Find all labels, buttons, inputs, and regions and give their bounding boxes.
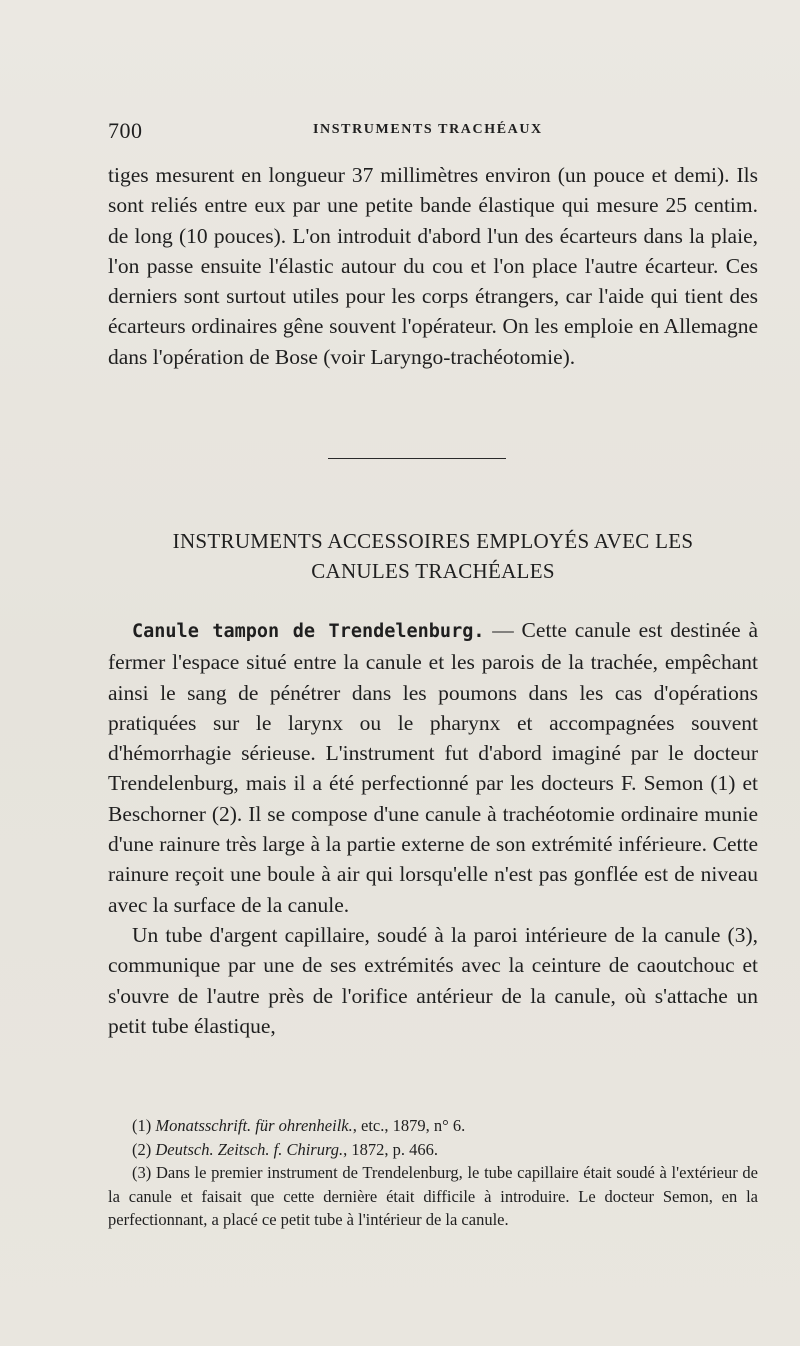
footnote-text: , 1872, p. 466. <box>343 1139 439 1159</box>
footnote-marker: (3) <box>132 1163 152 1182</box>
footnote-2 <box>108 1138 758 1162</box>
footnote-title: Monatsschrift. für ohrenheilk. <box>155 1116 353 1135</box>
running-title: INSTRUMENTS TRACHÉAUX <box>313 122 543 137</box>
footnote-1 <box>108 1114 758 1138</box>
section-paragraph-1-text: — Cette canule est destinée à fermer l'espace situé entre la canule et les parois de la trachée, empêchant ainsi le sang de pénétrer dans les poumons dans les cas d'opérations pratiquées sur le larynx ou le pharynx et accompagnées souvent d'hémorrhagie sérieuse. L'instrument fut d'abord imaginé par le docteur Trendelenburg, mais il a été perfectionné par les docteurs F. Semon (1) et Beschorner (2). Il se compose d'une canule à trachéotomie ordinaire munie d'une rainure très large à la partie externe de son extrémité inférieure. Cette rainure reçoit une boule à air qui lorsqu'elle n'est pas gonflée est de niveau avec la surface de la canule. <box>108 618 759 917</box>
footnote-marker: (1) <box>132 1116 152 1135</box>
section-paragraph-2: Un tube d'argent capillaire, soudé à la paroi intérieure de la canule (3), communique par une de ses extrémités avec la ceinture de caoutchouc et s'ouvre de l'autre près de l'orifice antérieur de la canule, où s'attache un petit tube élastique, <box>108 922 758 1038</box>
footnote-title: Deutsch. Zeitsch. f. Chirurg. <box>155 1139 344 1159</box>
section-heading <box>108 526 758 586</box>
section-heading-line-2: CANULES TRACHÉALES <box>311 559 555 583</box>
footnote-text: Dans le premier instrument de Trendelenburg, le tube capillaire était soudé à l'extérieur de la canule et faisait que cette dernière était difficile à introduire. Le docteur Semon, en la perfectionnant, a placé ce petit tube à l'intérieur de la canule. <box>108 1163 759 1229</box>
subheading: Canule tampon de Trendelenburg. <box>132 621 485 642</box>
footnotes <box>108 1114 758 1232</box>
footnote-text: , etc., 1879, n° 6. <box>352 1116 466 1135</box>
continued-paragraph: tiges mesurent en longueur 37 millimètres environ (un pouce et demi). Ils sont reliés entre eux par une petite bande élastique qui mesure 25 centim. de long (10 pouces). L'on introduit d'abord l'un des écarteurs dans la plaie, l'on passe ensuite l'élastic autour du cou et l'on place l'autre écarteur. Ces derniers sont surtout utiles pour les corps étrangers, car l'aide qui tient des écarteurs ordinaires gêne souvent l'opérateur. On les emploie en Allemagne dans l'opération de Bose (voir Laryngo-trachéotomie). <box>108 163 758 369</box>
footnote-marker: (2) <box>132 1139 152 1159</box>
footnote-3 <box>108 1161 758 1232</box>
section-divider <box>328 458 506 459</box>
section-paragraph-1 <box>108 615 758 920</box>
page-number: 700 <box>108 118 143 143</box>
page-header <box>108 118 750 148</box>
section-body <box>108 615 758 1041</box>
section-heading-line-1: INSTRUMENTS ACCESSOIRES EMPLOYÉS AVEC LES <box>172 529 694 553</box>
continued-paragraph-block <box>108 160 758 372</box>
